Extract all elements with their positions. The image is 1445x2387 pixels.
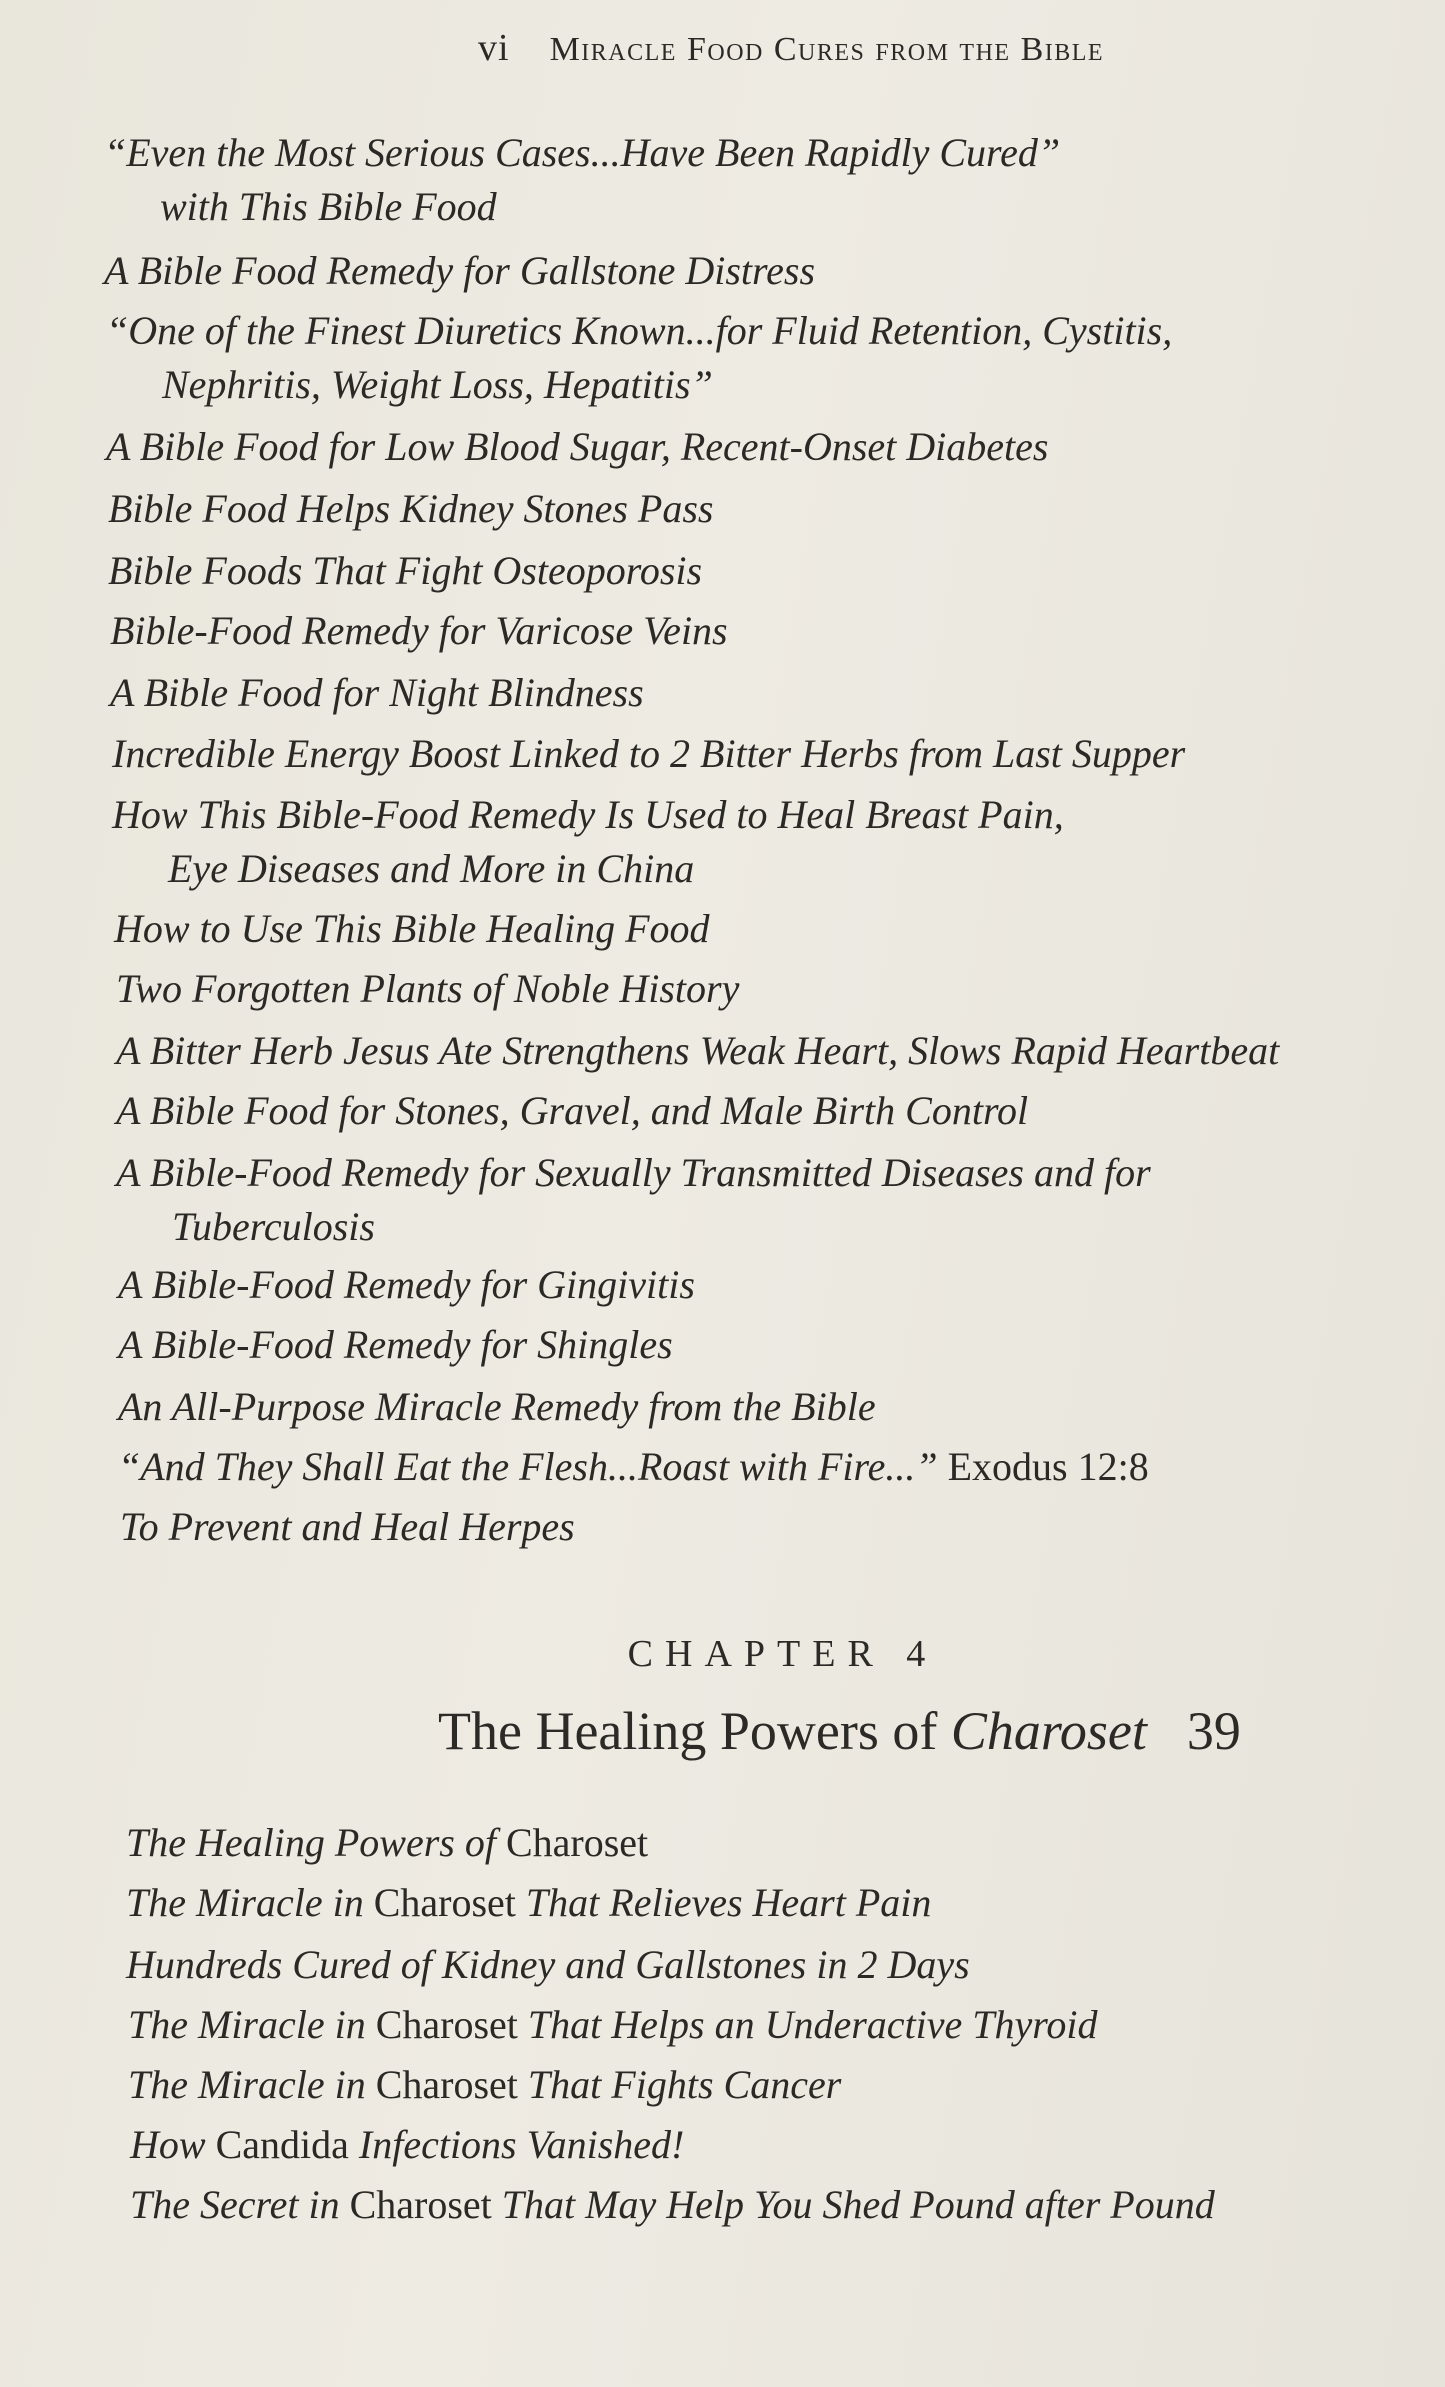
- entry-text: The Miracle in: [128, 2002, 376, 2047]
- entry-line: To Prevent and Heal Herpes: [120, 1504, 575, 1549]
- list-item: [106, 304, 1172, 412]
- list-item: [126, 1816, 648, 1870]
- list-item: [126, 1876, 931, 1930]
- chapter-title: [438, 1700, 1241, 1762]
- entry-roman: Charoset: [349, 2182, 492, 2227]
- entry-line: “And They Shall Eat the Flesh...Roast with Fire...”: [118, 1444, 938, 1489]
- list-item: [130, 2178, 1215, 2232]
- list-item: [116, 962, 739, 1016]
- entry-line: How This Bible-Food Remedy Is Used to Heal Breast Pain,: [112, 792, 1064, 837]
- entry-continuation: Tuberculosis: [172, 1204, 375, 1249]
- list-item: [128, 1998, 1098, 2052]
- entry-line: A Bible Food for Night Blindness: [110, 670, 644, 715]
- entry-text: How: [130, 2122, 216, 2167]
- list-item: [126, 1938, 970, 1992]
- entry-text: Infections Vanished!: [348, 2122, 685, 2167]
- list-item: [118, 1380, 876, 1434]
- entry-line: A Bible-Food Remedy for Sexually Transmitted Diseases and for: [116, 1150, 1151, 1195]
- chapter-page-number: 39: [1186, 1701, 1241, 1761]
- entry-continuation: Eye Diseases and More in China: [168, 846, 695, 891]
- page-number: vi: [478, 27, 510, 69]
- list-item: [116, 1024, 1279, 1078]
- entry-line: A Bible Food for Low Blood Sugar, Recent-Onset Diabetes: [106, 424, 1049, 469]
- entry-line: An All-Purpose Miracle Remedy from the Bible: [118, 1384, 876, 1429]
- entry-roman: Candida: [215, 2122, 349, 2167]
- entry-line: A Bible-Food Remedy for Shingles: [118, 1322, 673, 1367]
- list-item: [104, 126, 1060, 234]
- list-item: [130, 2118, 684, 2172]
- list-item: [108, 544, 702, 598]
- entry-line: Bible Food Helps Kidney Stones Pass: [108, 486, 714, 531]
- book-title: Miracle Food Cures from the Bible: [549, 31, 1105, 68]
- list-item: [110, 666, 644, 720]
- chapter-title-text: The Healing Powers of: [438, 1701, 951, 1761]
- list-item: [112, 727, 1185, 781]
- entry-line: Bible-Food Remedy for Varicose Veins: [110, 608, 728, 653]
- list-item: [118, 1258, 695, 1312]
- entry-text: Hundreds Cured of Kidney and Gallstones in 2 Days: [126, 1942, 970, 1987]
- entry-line: Bible Foods That Fight Osteoporosis: [108, 548, 703, 593]
- list-item: [110, 604, 728, 658]
- entry-text: That Fights Cancer: [517, 2062, 842, 2107]
- entry-text: That Helps an Underactive Thyroid: [517, 2002, 1098, 2047]
- entry-line: “Even the Most Serious Cases...Have Been Rapidly Cured”: [104, 130, 1061, 175]
- entry-roman: Charoset: [375, 2002, 518, 2047]
- entry-line: A Bible-Food Remedy for Gingivitis: [118, 1262, 695, 1307]
- entry-roman: Charoset: [373, 1880, 516, 1925]
- list-item: [128, 2058, 841, 2112]
- entry-text: The Healing Powers of: [126, 1820, 506, 1865]
- entry-line: A Bible Food for Stones, Gravel, and Male Birth Control: [116, 1088, 1029, 1133]
- entry-continuation: with This Bible Food: [160, 184, 497, 229]
- entry-continuation: Nephritis, Weight Loss, Hepatitis”: [162, 362, 713, 407]
- list-item: [112, 788, 1064, 896]
- list-item: [114, 902, 710, 956]
- entry-line: “One of the Finest Diuretics Known...for Fluid Retention, Cystitis,: [106, 308, 1173, 353]
- chapter-label: CHAPTER 4: [627, 1633, 938, 1675]
- entry-line: A Bible Food Remedy for Gallstone Distress: [104, 248, 816, 293]
- entry-text: The Secret in: [130, 2182, 350, 2227]
- list-item: [118, 1318, 673, 1372]
- entry-line: A Bitter Herb Jesus Ate Strengthens Weak Heart, Slows Rapid Heartbeat: [116, 1028, 1280, 1073]
- entry-roman: Charoset: [375, 2062, 518, 2107]
- entry-line: Incredible Energy Boost Linked to 2 Bitter Herbs from Last Supper: [112, 731, 1186, 776]
- list-item: [106, 420, 1048, 474]
- list-item: [116, 1084, 1028, 1138]
- running-header: [478, 26, 1104, 70]
- list-item: [104, 244, 815, 298]
- entry-text: The Miracle in: [128, 2062, 376, 2107]
- list-item: [108, 482, 713, 536]
- entry-text: The Miracle in: [126, 1880, 374, 1925]
- list-item: [116, 1146, 1151, 1254]
- entry-text: That May Help You Shed Pound after Pound: [491, 2182, 1215, 2227]
- list-item: [120, 1500, 575, 1554]
- list-item: [118, 1440, 1149, 1494]
- scripture-reference: Exodus 12:8: [937, 1444, 1149, 1489]
- entry-text: That Relieves Heart Pain: [515, 1880, 932, 1925]
- entry-line: Two Forgotten Plants of Noble History: [116, 966, 740, 1011]
- entry-roman: Charoset: [505, 1820, 649, 1865]
- entry-line: How to Use This Bible Healing Food: [114, 906, 710, 951]
- chapter-title-italic: Charoset: [950, 1701, 1147, 1761]
